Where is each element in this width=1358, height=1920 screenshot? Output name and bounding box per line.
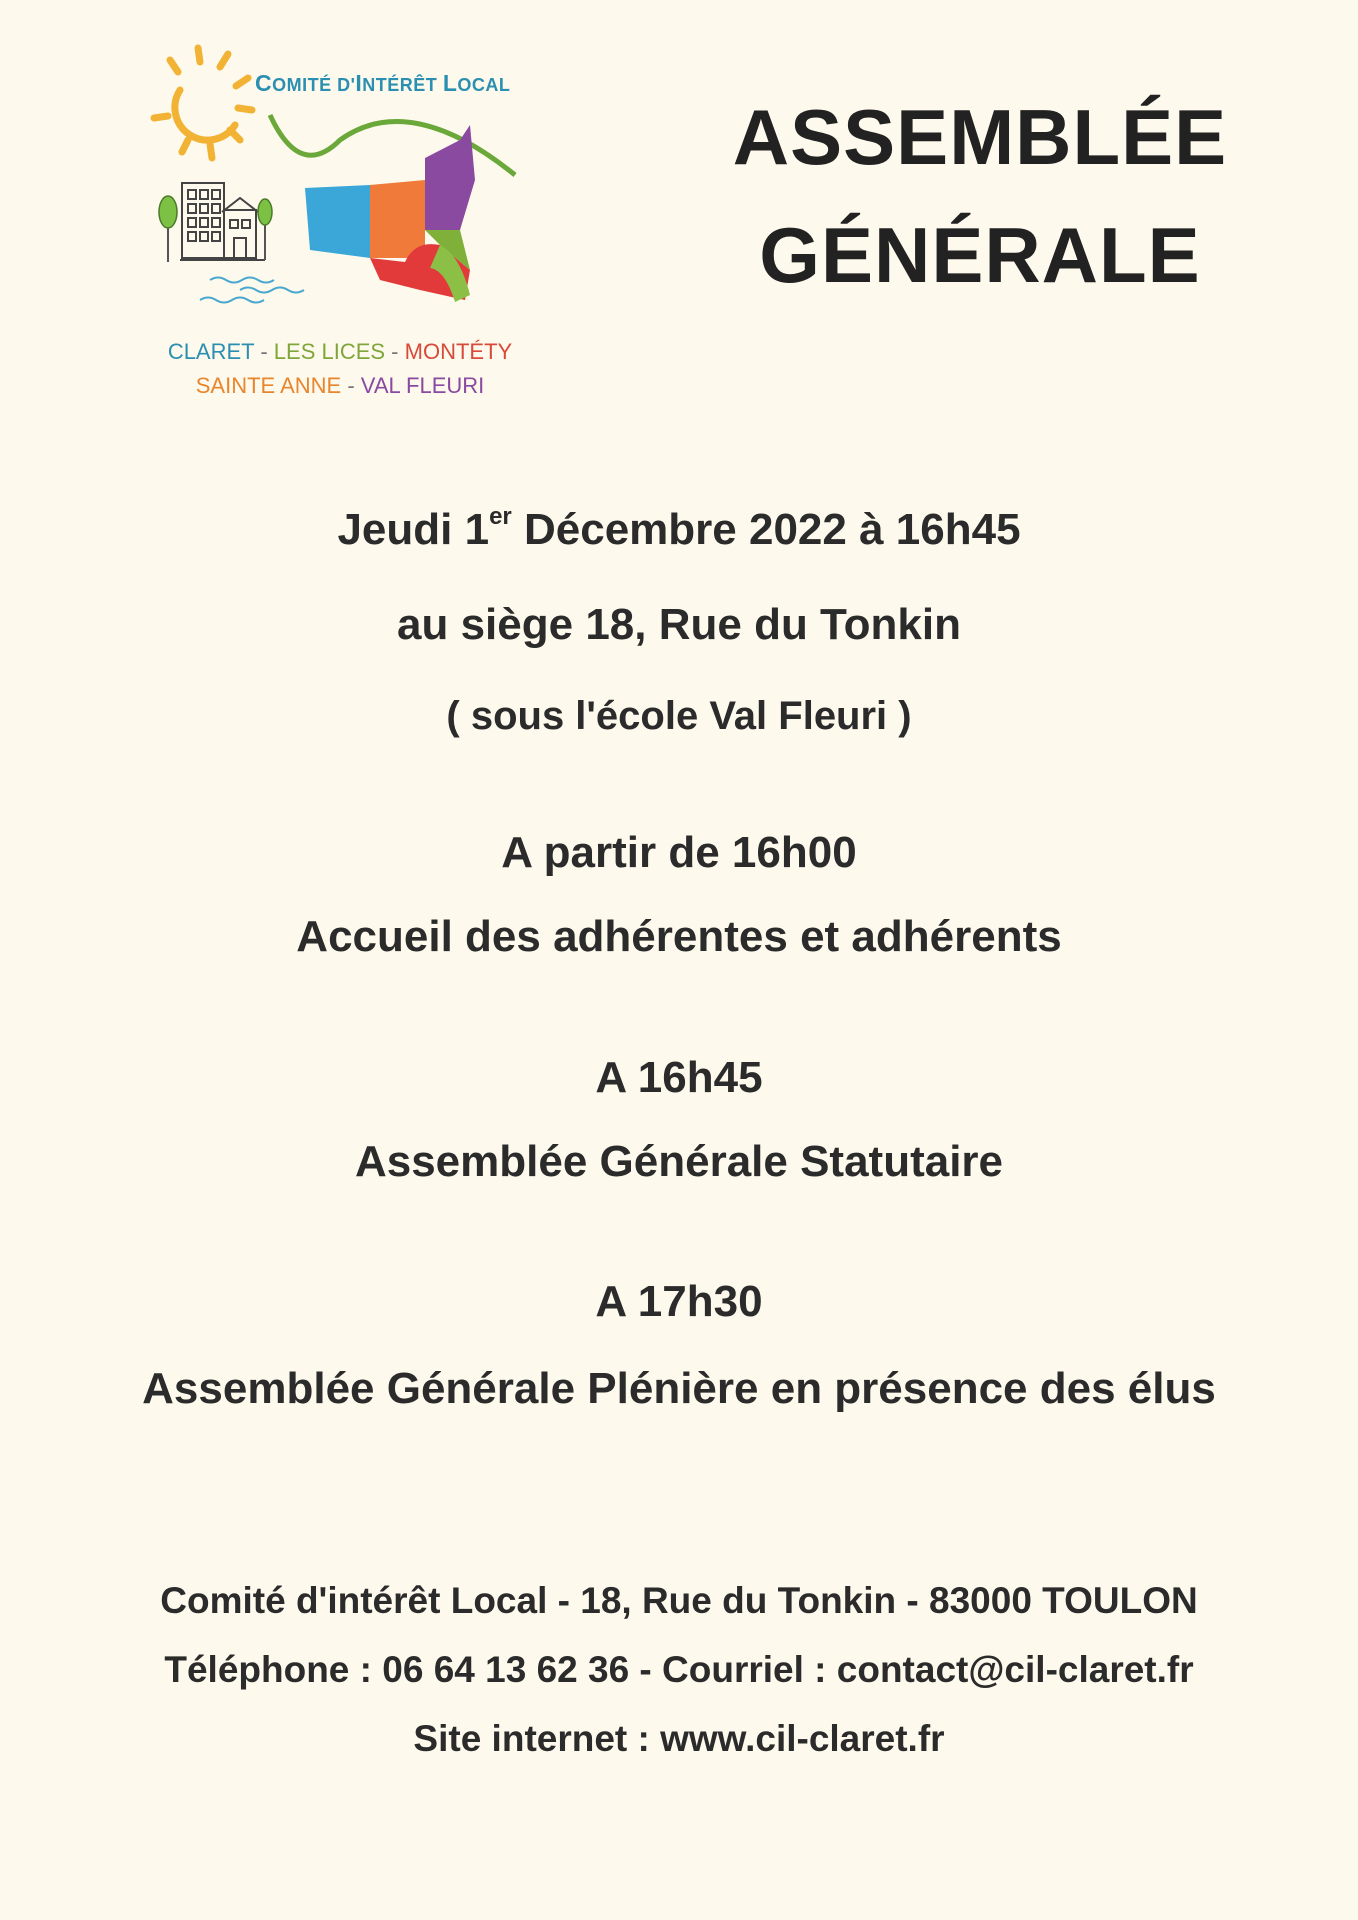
event-place: au siège 18, Rue du Tonkin: [397, 600, 961, 649]
hill-arc: [270, 115, 515, 175]
event-date: [0, 505, 1358, 555]
logo-title-part-3: OCAL: [457, 75, 511, 95]
district-sainte-anne: SAINTE ANNE: [195, 373, 342, 398]
event-date-prefix: Jeudi 1: [337, 505, 490, 554]
event-place-note: ( sous l'école Val Fleuri ): [446, 694, 912, 738]
schedule-time-3: A 17h30: [595, 1277, 763, 1326]
district-separator: -: [341, 373, 361, 398]
event-date-superscript: er: [489, 503, 512, 530]
district-montety: MONTÉTY: [404, 339, 513, 364]
water-icon: [200, 278, 304, 303]
schedule-time-2: A 16h45: [595, 1053, 763, 1102]
schedule-time-1: A partir de 16h00: [501, 828, 857, 877]
logo-districts: [140, 335, 540, 403]
district-separator: -: [385, 339, 405, 364]
page-title-line-2: GÉNÉRALE: [759, 211, 1201, 299]
district-separator: -: [254, 339, 274, 364]
schedule-activity-1: Accueil des adhérentes et adhérents: [296, 912, 1062, 961]
tree-icon: [159, 196, 177, 262]
district-map-icon: [305, 125, 475, 302]
cil-logo: [140, 40, 560, 410]
logo-title-initial-l: L: [442, 70, 458, 96]
schedule-activity-3: Assemblée Générale Plénière en présence des élus: [142, 1364, 1216, 1413]
logo-districts-line-2: [140, 369, 540, 403]
logo-title-part-2: NTÉRÊT: [362, 75, 443, 95]
logo-title: [255, 70, 510, 97]
footer-contact: Téléphone : 06 64 13 62 36 - Courriel : contact@cil-claret.fr: [164, 1649, 1194, 1690]
footer-website: Site internet : www.cil-claret.fr: [413, 1718, 945, 1759]
buildings-icon: [180, 183, 265, 260]
schedule-activity-2: Assemblée Générale Statutaire: [354, 1137, 1004, 1186]
district-val-fleuri: VAL FLEURI: [360, 373, 485, 398]
logo-districts-line-1: [140, 335, 540, 369]
district-les-lices: LES LICES: [273, 339, 386, 364]
footer-address: Comité d'intérêt Local - 18, Rue du Tonkin - 83000 TOULON: [160, 1580, 1198, 1621]
page-title: [660, 78, 1300, 314]
logo-title-initial-i: I: [355, 70, 363, 96]
logo-title-initial-c: C: [255, 70, 273, 96]
logo-title-part-1: OMITÉ D': [272, 75, 356, 95]
tree-icon-2: [258, 199, 272, 260]
event-date-suffix: Décembre 2022 à 16h45: [511, 505, 1021, 554]
sun-icon: [154, 48, 252, 158]
page-title-line-1: ASSEMBLÉE: [732, 93, 1228, 181]
district-claret: CLARET: [167, 339, 255, 364]
